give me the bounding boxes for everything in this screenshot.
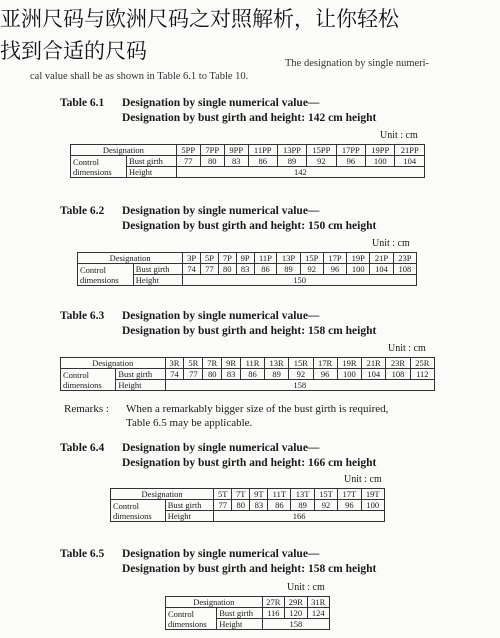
- overlay-title-line-2: 找到合适的尺码: [0, 39, 147, 63]
- control-dimensions-label: [61, 369, 116, 391]
- size-code-cell: 27R: [262, 597, 284, 608]
- size-code-cell: 23P: [393, 253, 416, 264]
- bust-girth-cell: 92: [289, 369, 313, 380]
- bust-girth-cell: 74: [165, 369, 184, 380]
- bust-girth-cell: 89: [264, 369, 288, 380]
- size-code-cell: 23R: [386, 358, 410, 369]
- height-label: Height: [133, 275, 182, 286]
- table-header-row: [111, 489, 385, 500]
- designation-header: Designation: [61, 358, 166, 369]
- table-6-2: [77, 252, 417, 286]
- designation-header: Designation: [71, 145, 177, 156]
- size-code-cell: 15T: [314, 489, 337, 500]
- table-title-line-1: Designation by single numerical value—: [122, 97, 320, 109]
- bust-girth-cell: 80: [200, 156, 224, 167]
- dimensions-label: dimensions: [63, 379, 102, 390]
- table-header-row: [78, 253, 417, 264]
- table-6-3-unit: Unit : cm: [388, 343, 426, 354]
- size-code-cell: 3P: [183, 253, 201, 264]
- table-number: Table 6.1: [60, 97, 105, 109]
- size-code-cell: 19PP: [366, 145, 395, 156]
- height-label: Height: [165, 511, 214, 522]
- bust-girth-cell: 89: [277, 156, 306, 167]
- control-dimensions-label: [111, 500, 166, 522]
- table-title-line-2: Designation by bust girth and height: 158 cm height: [122, 563, 377, 575]
- bust-girth-cell: 112: [410, 369, 434, 380]
- bust-girth-label: Bust girth: [127, 156, 177, 167]
- bust-girth-cell: 108: [386, 369, 410, 380]
- height-label: Height: [116, 380, 165, 391]
- bust-girth-cell: 80: [218, 264, 236, 275]
- table-title-line-2: Designation by bust girth and height: 142 cm height: [122, 112, 377, 124]
- bust-girth-cell: 96: [323, 264, 346, 275]
- height-value-cell: 158: [165, 380, 435, 391]
- bust-girth-label: Bust girth: [133, 264, 182, 275]
- designation-header: Designation: [166, 597, 263, 608]
- bust-girth-cell: 80: [232, 500, 250, 511]
- size-code-cell: 17T: [338, 489, 361, 500]
- size-code-cell: 21R: [362, 358, 386, 369]
- table-title-line-1: Designation by single numerical value—: [122, 205, 320, 217]
- height-value-cell: 158: [262, 619, 329, 630]
- bust-girth-cell: 77: [184, 369, 203, 380]
- size-code-cell: 31R: [307, 597, 329, 608]
- table-header-row: [166, 597, 330, 608]
- bust-girth-cell: 116: [262, 608, 284, 619]
- size-code-cell: 15PP: [307, 145, 336, 156]
- size-code-cell: 11R: [241, 358, 265, 369]
- bust-girth-row: [111, 500, 385, 511]
- size-code-cell: 5P: [201, 253, 219, 264]
- control-label: Control: [80, 264, 106, 275]
- table-title-line-2: Designation by bust girth and height: 150 cm height: [122, 220, 377, 232]
- dimensions-label: dimensions: [113, 510, 152, 521]
- table-title-line-2: Designation by bust girth and height: 158 cm height: [122, 325, 377, 337]
- size-code-cell: 21PP: [395, 145, 425, 156]
- bust-girth-cell: 89: [277, 264, 300, 275]
- remarks-label: Remarks :: [64, 403, 109, 415]
- bust-girth-cell: 108: [393, 264, 416, 275]
- table-6-2-title: [60, 204, 480, 234]
- bust-girth-cell: 83: [236, 264, 254, 275]
- size-code-cell: 29R: [285, 597, 307, 608]
- size-code-cell: 11PP: [248, 145, 277, 156]
- size-code-cell: 21P: [370, 253, 393, 264]
- height-label: Height: [127, 167, 177, 178]
- remarks-line-1: When a remarkably bigger size of the bust girth is required,: [126, 403, 389, 415]
- bust-girth-cell: 86: [254, 264, 277, 275]
- height-value-cell: 150: [183, 275, 417, 286]
- designation-header: Designation: [111, 489, 214, 500]
- size-code-cell: 13T: [291, 489, 314, 500]
- remarks-line-2: Table 6.5 may be applicable.: [126, 417, 253, 429]
- table-number: Table 6.4: [60, 442, 105, 454]
- table-title-line-1: Designation by single numerical value—: [122, 310, 320, 322]
- size-code-cell: 19P: [347, 253, 370, 264]
- intro-text-right: The designation by single numeri-: [285, 58, 430, 69]
- table-6-5-unit: Unit : cm: [287, 582, 325, 593]
- bust-girth-cell: 77: [176, 156, 200, 167]
- bust-girth-cell: 89: [291, 500, 314, 511]
- bust-girth-cell: 92: [314, 500, 337, 511]
- control-label: Control: [168, 608, 194, 619]
- table-6-3-title: [60, 309, 480, 339]
- bust-girth-cell: 96: [336, 156, 365, 167]
- size-code-cell: 9T: [250, 489, 268, 500]
- control-label: Control: [113, 500, 139, 511]
- bust-girth-cell: 104: [395, 156, 425, 167]
- size-code-cell: 17PP: [336, 145, 365, 156]
- bust-girth-cell: 86: [241, 369, 265, 380]
- dimensions-label: dimensions: [73, 166, 112, 177]
- intro-text-line-2: cal value shall be as shown in Table 6.1 to Table 10.: [30, 71, 249, 82]
- size-code-cell: 11T: [268, 489, 291, 500]
- table-6-4-unit: Unit : cm: [344, 474, 382, 485]
- size-code-cell: 15P: [300, 253, 323, 264]
- bust-girth-row: [166, 608, 330, 619]
- remarks: [64, 402, 388, 430]
- overlay-title-line-1: 亚洲尺码与欧洲尺码之对照解析，让你轻松: [0, 7, 399, 31]
- bust-girth-cell: 100: [347, 264, 370, 275]
- bust-girth-cell: 77: [214, 500, 232, 511]
- size-code-cell: 13R: [264, 358, 288, 369]
- table-6-1: [70, 144, 425, 178]
- table-header-row: [71, 145, 425, 156]
- overlay-title: [0, 4, 500, 66]
- bust-girth-cell: 83: [250, 500, 268, 511]
- height-value-cell: 166: [214, 511, 385, 522]
- size-code-cell: 25R: [410, 358, 434, 369]
- bust-girth-cell: 92: [307, 156, 336, 167]
- table-title-line-1: Designation by single numerical value—: [122, 548, 320, 560]
- height-value-cell: 142: [176, 167, 424, 178]
- bust-girth-cell: 124: [307, 608, 329, 619]
- size-code-cell: 15R: [289, 358, 313, 369]
- bust-girth-cell: 100: [337, 369, 361, 380]
- size-code-cell: 7P: [218, 253, 236, 264]
- bust-girth-row: [78, 264, 417, 275]
- bust-girth-label: Bust girth: [217, 608, 262, 619]
- bust-girth-cell: 80: [203, 369, 222, 380]
- designation-header: Designation: [78, 253, 183, 264]
- size-code-cell: 17P: [323, 253, 346, 264]
- height-label: Height: [217, 619, 262, 630]
- bust-girth-cell: 83: [222, 369, 241, 380]
- table-number: Table 6.3: [60, 310, 105, 322]
- bust-girth-cell: 86: [268, 500, 291, 511]
- control-dimensions-label: [78, 264, 134, 286]
- bust-girth-cell: 100: [366, 156, 395, 167]
- size-code-cell: 11P: [254, 253, 277, 264]
- bust-girth-cell: 96: [338, 500, 361, 511]
- bust-girth-cell: 104: [362, 369, 386, 380]
- table-6-5-title: [60, 547, 480, 577]
- size-code-cell: 7T: [232, 489, 250, 500]
- bust-girth-cell: 92: [300, 264, 323, 275]
- height-row: [61, 380, 435, 391]
- size-code-cell: 19T: [361, 489, 384, 500]
- size-code-cell: 13PP: [277, 145, 306, 156]
- bust-girth-label: Bust girth: [165, 500, 214, 511]
- size-code-cell: 7PP: [200, 145, 224, 156]
- bust-girth-cell: 86: [248, 156, 277, 167]
- dimensions-label: dimensions: [168, 618, 207, 629]
- bust-girth-row: [61, 369, 435, 380]
- bust-girth-cell: 77: [201, 264, 219, 275]
- table-6-5: [165, 596, 330, 630]
- size-code-cell: 9P: [236, 253, 254, 264]
- bust-girth-cell: 74: [183, 264, 201, 275]
- dimensions-label: dimensions: [80, 274, 119, 285]
- size-code-cell: 5PP: [176, 145, 200, 156]
- bust-girth-cell: 104: [370, 264, 393, 275]
- bust-girth-cell: 96: [313, 369, 337, 380]
- table-6-4-title: [60, 441, 480, 471]
- bust-girth-cell: 83: [224, 156, 248, 167]
- size-code-cell: 5T: [214, 489, 232, 500]
- bust-girth-cell: 100: [361, 500, 384, 511]
- table-6-4: [110, 488, 385, 522]
- table-header-row: [61, 358, 435, 369]
- size-code-cell: 17R: [313, 358, 337, 369]
- table-6-1-unit: Unit : cm: [380, 130, 418, 141]
- control-label: Control: [73, 156, 99, 167]
- table-6-1-title: [60, 96, 480, 126]
- size-code-cell: 19R: [337, 358, 361, 369]
- table-title-line-1: Designation by single numerical value—: [122, 442, 320, 454]
- size-code-cell: 9PP: [224, 145, 248, 156]
- size-code-cell: 5R: [184, 358, 203, 369]
- size-code-cell: 9R: [222, 358, 241, 369]
- control-dimensions-label: [166, 608, 217, 630]
- table-6-3: [60, 357, 435, 391]
- size-code-cell: 13P: [277, 253, 300, 264]
- table-number: Table 6.5: [60, 548, 105, 560]
- table-title-line-2: Designation by bust girth and height: 166 cm height: [122, 457, 377, 469]
- size-code-cell: 7R: [203, 358, 222, 369]
- size-code-cell: 3R: [165, 358, 184, 369]
- table-6-2-unit: Unit : cm: [372, 238, 410, 249]
- control-label: Control: [63, 369, 89, 380]
- control-dimensions-label: [71, 156, 127, 178]
- bust-girth-label: Bust girth: [116, 369, 165, 380]
- bust-girth-row: [71, 156, 425, 167]
- bust-girth-cell: 120: [285, 608, 307, 619]
- table-number: Table 6.2: [60, 205, 105, 217]
